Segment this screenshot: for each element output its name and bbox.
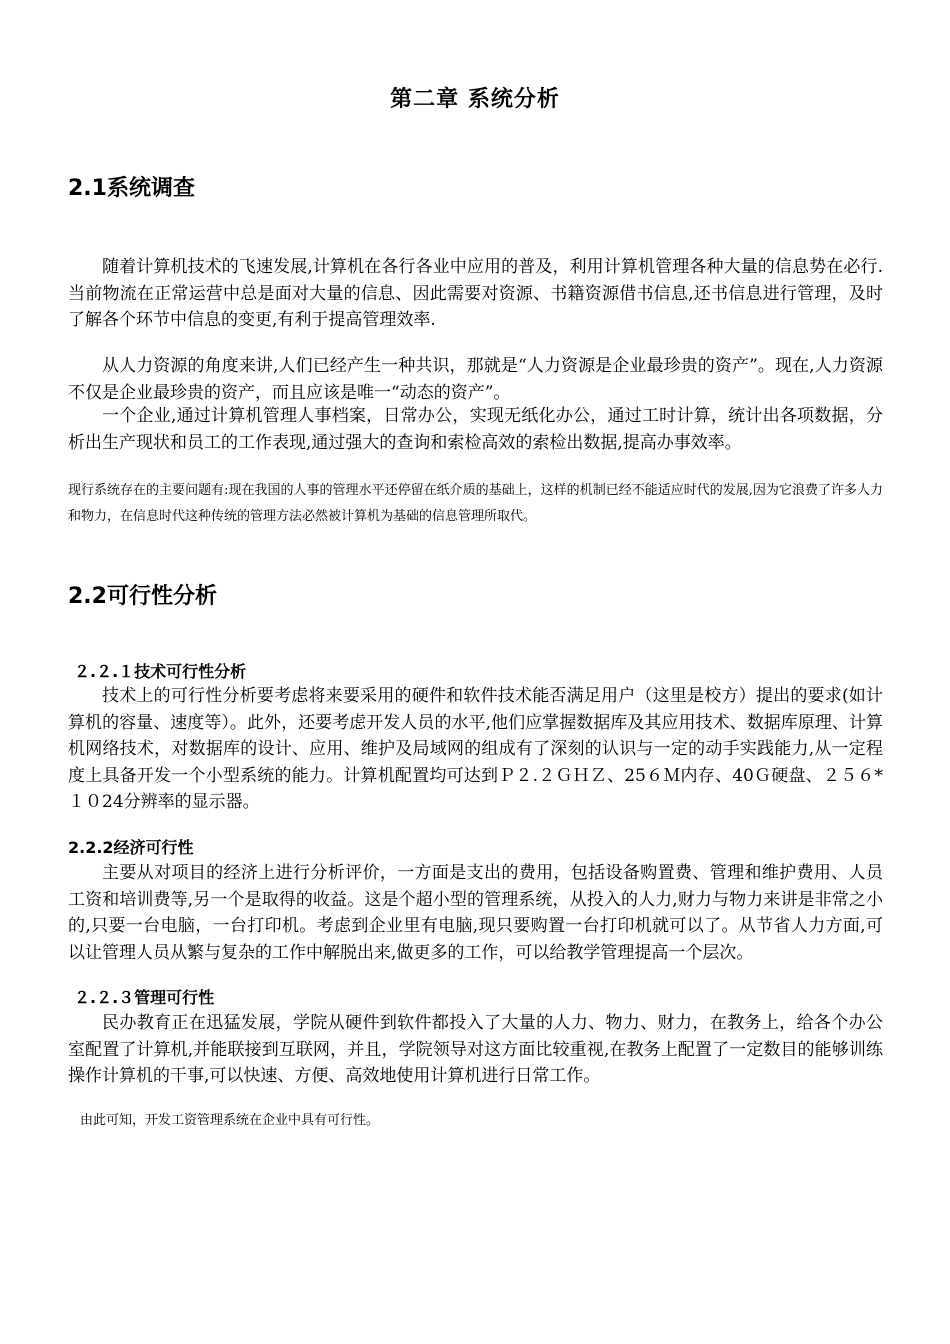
conclusion-text: 由此可知，开发工资管理系统在企业中具有可行性。 (80, 1113, 380, 1128)
subsection-heading-management: ２.２.３管理可行性 (74, 988, 215, 1007)
paragraph-survey-1: 随着计算机技术的飞速发展,计算机在各行各业中应用的普及，利用计算机管理各种大量的信息势在必行.当前物流在正常运营中总是面对大量的信息、因此需要对资源、书籍资源借书信息,还书信息进行管理，及时了解各个环节中信息的变更,有利于提高管理效率. (68, 257, 883, 330)
section-heading-system-survey: 2.1系统调查 (68, 176, 195, 201)
paragraph-management: 民办教育正在迅猛发展，学院从硬件到软件都投入了大量的人力、物力、财力，在教务上，给各个办公室配置了计算机,并能联接到互联网，并且，学院领导对这方面比较重视,在教务上配置了一定数目的能够训练操作计算机的干事,可以快速、方便、高效地使用计算机进行日常工作。 (68, 1013, 883, 1086)
chapter-title: 第二章 系统分析 (390, 87, 560, 112)
subsection-heading-technical: ２.２.１技术可行性分析 (74, 662, 247, 681)
paragraph-current-problems: 现行系统存在的主要问题有:现在我国的人事的管理水平还停留在纸介质的基础上，这样的机制已经不能适应时代的发展,因为它浪费了许多人力和物力，在信息时代这种传统的管理方法必然被计算机为基础的信息管理所取代。 (68, 483, 883, 524)
section-heading-feasibility: 2.2可行性分析 (68, 584, 217, 609)
subsection-heading-economic: 2.2.2经济可行性 (68, 838, 194, 857)
paragraph-economic: 主要从对项目的经济上进行分析评价，一方面是支出的费用，包括设备购置费、管理和维护费用、人员工资和培训费等,另一个是取得的收益。这是个超小型的管理系统，从投入的人力,财力与物力来讲是非常之小的,只要一台电脑，一台打印机。考虑到企业里有电脑,现只要购置一台打印机就可以了。从节省人力方面,可以让管理人员从繁与复杂的工作中解脱出来,做更多的工作，可以给教学管理提高一个层次。 (68, 863, 883, 963)
paragraph-survey-3: 一个企业,通过计算机管理人事档案，日常办公，实现无纸化办公，通过工时计算，统计出各项数据，分析出生产现状和员工的工作表现,通过强大的查询和索检高效的索检出数据,提高办事效率。 (68, 406, 883, 453)
paragraph-technical: 技术上的可行性分析要考虑将来要采用的硬件和软件技术能否满足用户（这里是校方）提出的要求(如计算机的容量、速度等）。此外，还要考虑开发人员的水平,他们应掌握数据库及其应用技术、数据库原理、计算机网络技术，对数据库的设计、应用、维护及局域网的组成有了深刻的认识与一定的动手实践能力,从一定程度上具备开发一个小型系统的能力。计算机配置均可达到Ｐ２.２ＧＨＺ、25６Ｍ内存、40Ｇ硬盘、２５６*１０24分辨率的显示器。 (68, 686, 883, 812)
paragraph-survey-2: 从人力资源的角度来讲,人们已经产生一种共识，那就是“人力资源是企业最珍贵的资产”。现在,人力资源不仅是企业最珍贵的资产，而且应该是唯一“动态的资产”。 (68, 356, 883, 403)
